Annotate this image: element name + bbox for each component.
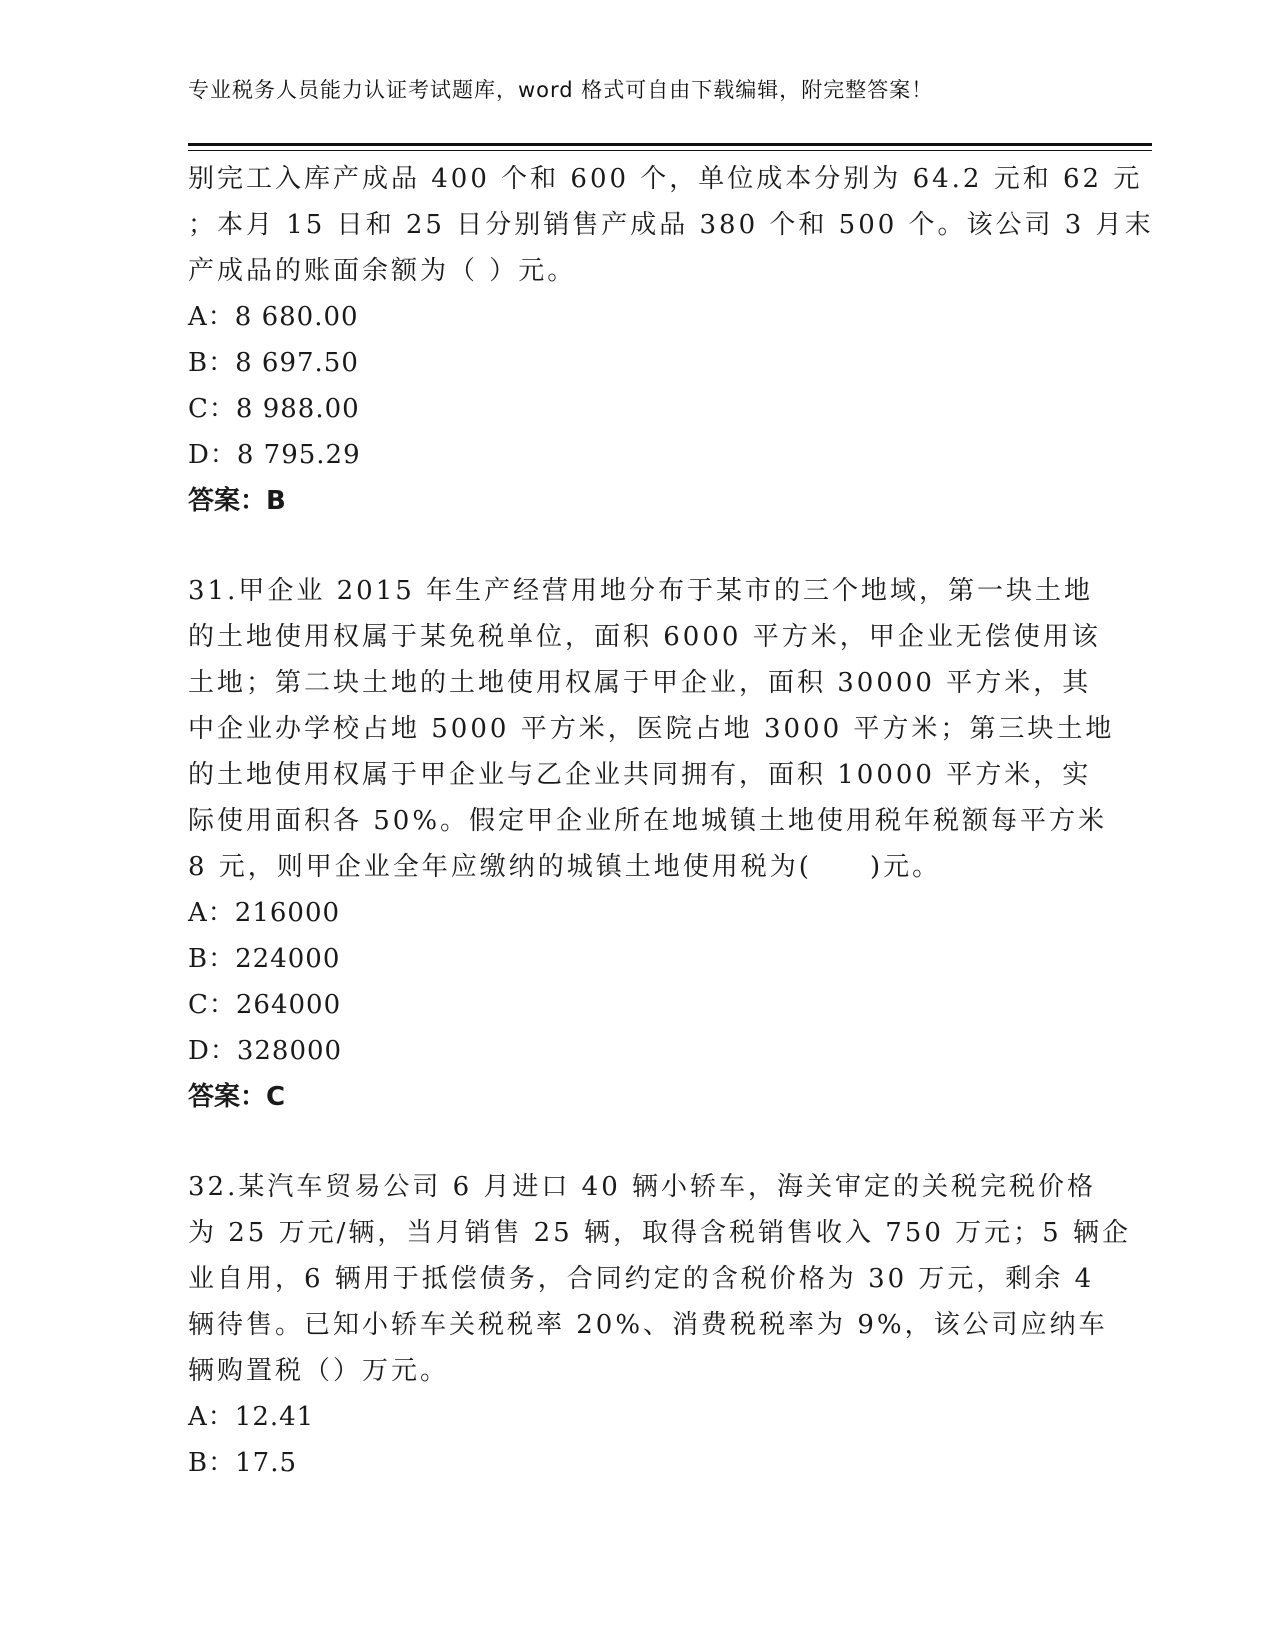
question-text-line: 产成品的账面余额为（ ）元。 xyxy=(188,256,577,286)
option-d: D：8 795.29 xyxy=(188,440,361,470)
question-text-line: 辆待售。已知小轿车关税税率 20%、消费税税率为 9%，该公司应纳车 xyxy=(188,1310,1108,1340)
option-d: D：328000 xyxy=(188,1036,343,1066)
question-text-line: ；本月 15 日和 25 日分别销售产成品 380 个和 500 个。该公司 3 月末 xyxy=(188,210,1154,240)
question-text-line: 32.某汽车贸易公司 6 月进口 40 辆小轿车，海关审定的关税完税价格 xyxy=(188,1172,1097,1202)
answer-label: 答案：B xyxy=(188,486,286,516)
question-text-line: 土地；第二块土地的土地使用权属于甲企业，面积 30000 平方米，其 xyxy=(188,668,1092,698)
page-content xyxy=(188,156,1154,1486)
question-text-line: 的土地使用权属于某免税单位，面积 6000 平方米，甲企业无偿使用该 xyxy=(188,622,1101,652)
question-block-31 xyxy=(188,568,1115,1120)
option-b: B：8 697.50 xyxy=(188,348,359,378)
option-c: C：264000 xyxy=(188,990,342,1020)
question-text-line: 业自用，6 辆用于抵偿债务，合同约定的含税价格为 30 万元，剩余 4 xyxy=(188,1264,1095,1294)
header-divider-thick xyxy=(188,143,1152,146)
page-header: 专业税务人员能力认证考试题库，word 格式可自由下载编辑，附完整答案！ xyxy=(188,78,934,102)
question-text-line: 辆购置税（）万元。 xyxy=(188,1356,450,1386)
question-block-30 xyxy=(188,156,1154,524)
option-a: A：8 680.00 xyxy=(188,302,359,332)
question-text-line: 别完工入库产成品 400 个和 600 个，单位成本分别为 64.2 元和 62 元 xyxy=(188,164,1143,194)
question-text-line: 31.甲企业 2015 年生产经营用地分布于某市的三个地域，第一块土地 xyxy=(188,576,1094,606)
header-divider-thin xyxy=(188,150,1152,151)
question-text-line: 的土地使用权属于甲企业与乙企业共同拥有，面积 10000 平方米，实 xyxy=(188,760,1092,790)
question-text-line: 8 元，则甲企业全年应缴纳的城镇土地使用税为( )元。 xyxy=(188,852,942,882)
block-spacer xyxy=(188,1120,1088,1164)
question-block-32 xyxy=(188,1164,1131,1486)
block-spacer xyxy=(188,524,1088,568)
question-text-line: 际使用面积各 50%。假定甲企业所在地城镇土地使用税年税额每平方米 xyxy=(188,806,1108,836)
option-a: A：216000 xyxy=(188,898,341,928)
option-b: B：17.5 xyxy=(188,1448,297,1478)
answer-label: 答案：C xyxy=(188,1082,286,1112)
option-c: C：8 988.00 xyxy=(188,394,360,424)
option-b: B：224000 xyxy=(188,944,341,974)
option-a: A：12.41 xyxy=(188,1402,315,1432)
question-text-line: 中企业办学校占地 5000 平方米，医院占地 3000 平方米；第三块土地 xyxy=(188,714,1115,744)
question-text-line: 为 25 万元/辆，当月销售 25 辆，取得含税销售收入 750 万元；5 辆企 xyxy=(188,1218,1131,1248)
